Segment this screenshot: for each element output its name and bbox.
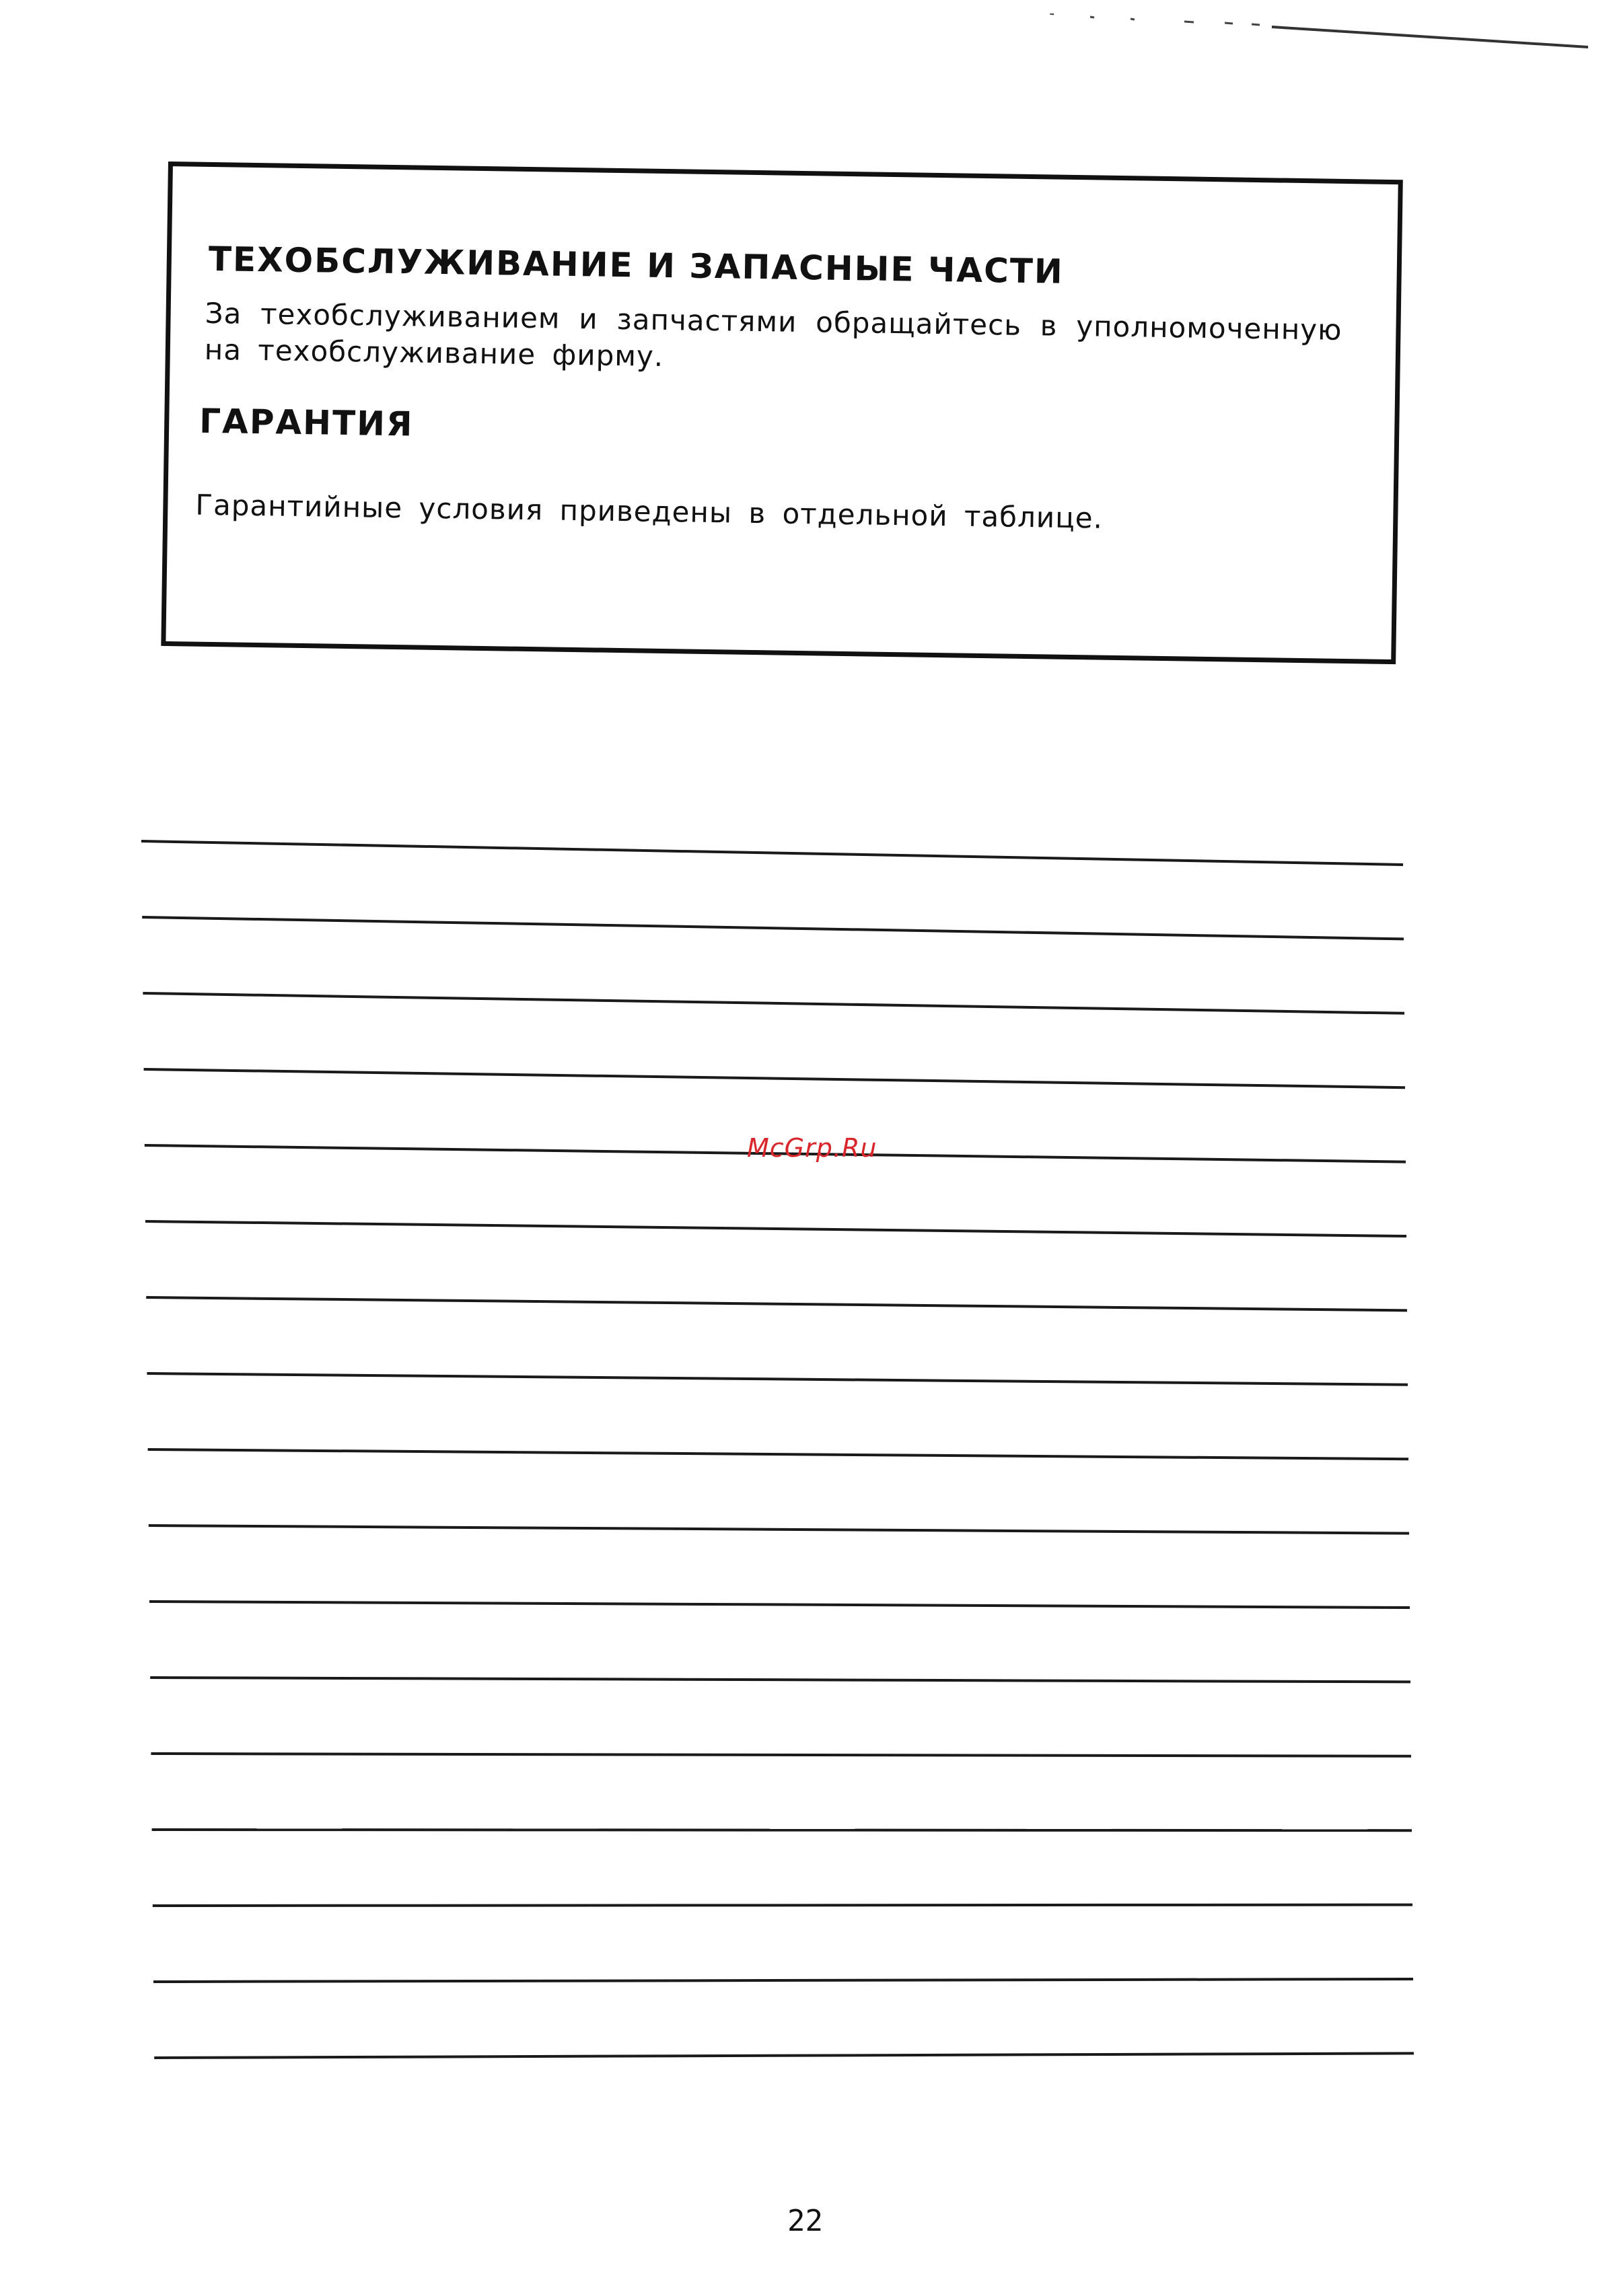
note-line (149, 1526, 1409, 1534)
page-number: 22 (787, 2204, 823, 2238)
note-line (154, 2053, 1414, 2058)
note-line (151, 1754, 1411, 1756)
note-line (143, 993, 1404, 1013)
note-line (153, 1979, 1413, 1982)
note-line (153, 1905, 1412, 1906)
service-heading: ТЕХОБСЛУЖИВАНИЕ И ЗАПАСНЫЕ ЧАСТИ (208, 239, 1065, 291)
warranty-heading: ГАРАНТИЯ (199, 401, 414, 444)
note-line (144, 1069, 1405, 1087)
note-line (148, 1449, 1408, 1459)
service-text: За техобслуживанием и запчастями обращайтесь в уполномоченную на техобслуживание фирму. (204, 296, 1342, 373)
note-line (145, 1221, 1406, 1236)
note-line (141, 841, 1403, 865)
note-line (146, 1297, 1407, 1310)
note-line (150, 1678, 1410, 1682)
note-line (147, 1373, 1408, 1385)
note-line (149, 1602, 1410, 1608)
note-line (142, 917, 1404, 939)
warranty-text: Гарантийные условия приведены в отдельной таблице. (195, 488, 1104, 535)
watermark: McGrp.Ru (747, 1133, 877, 1163)
